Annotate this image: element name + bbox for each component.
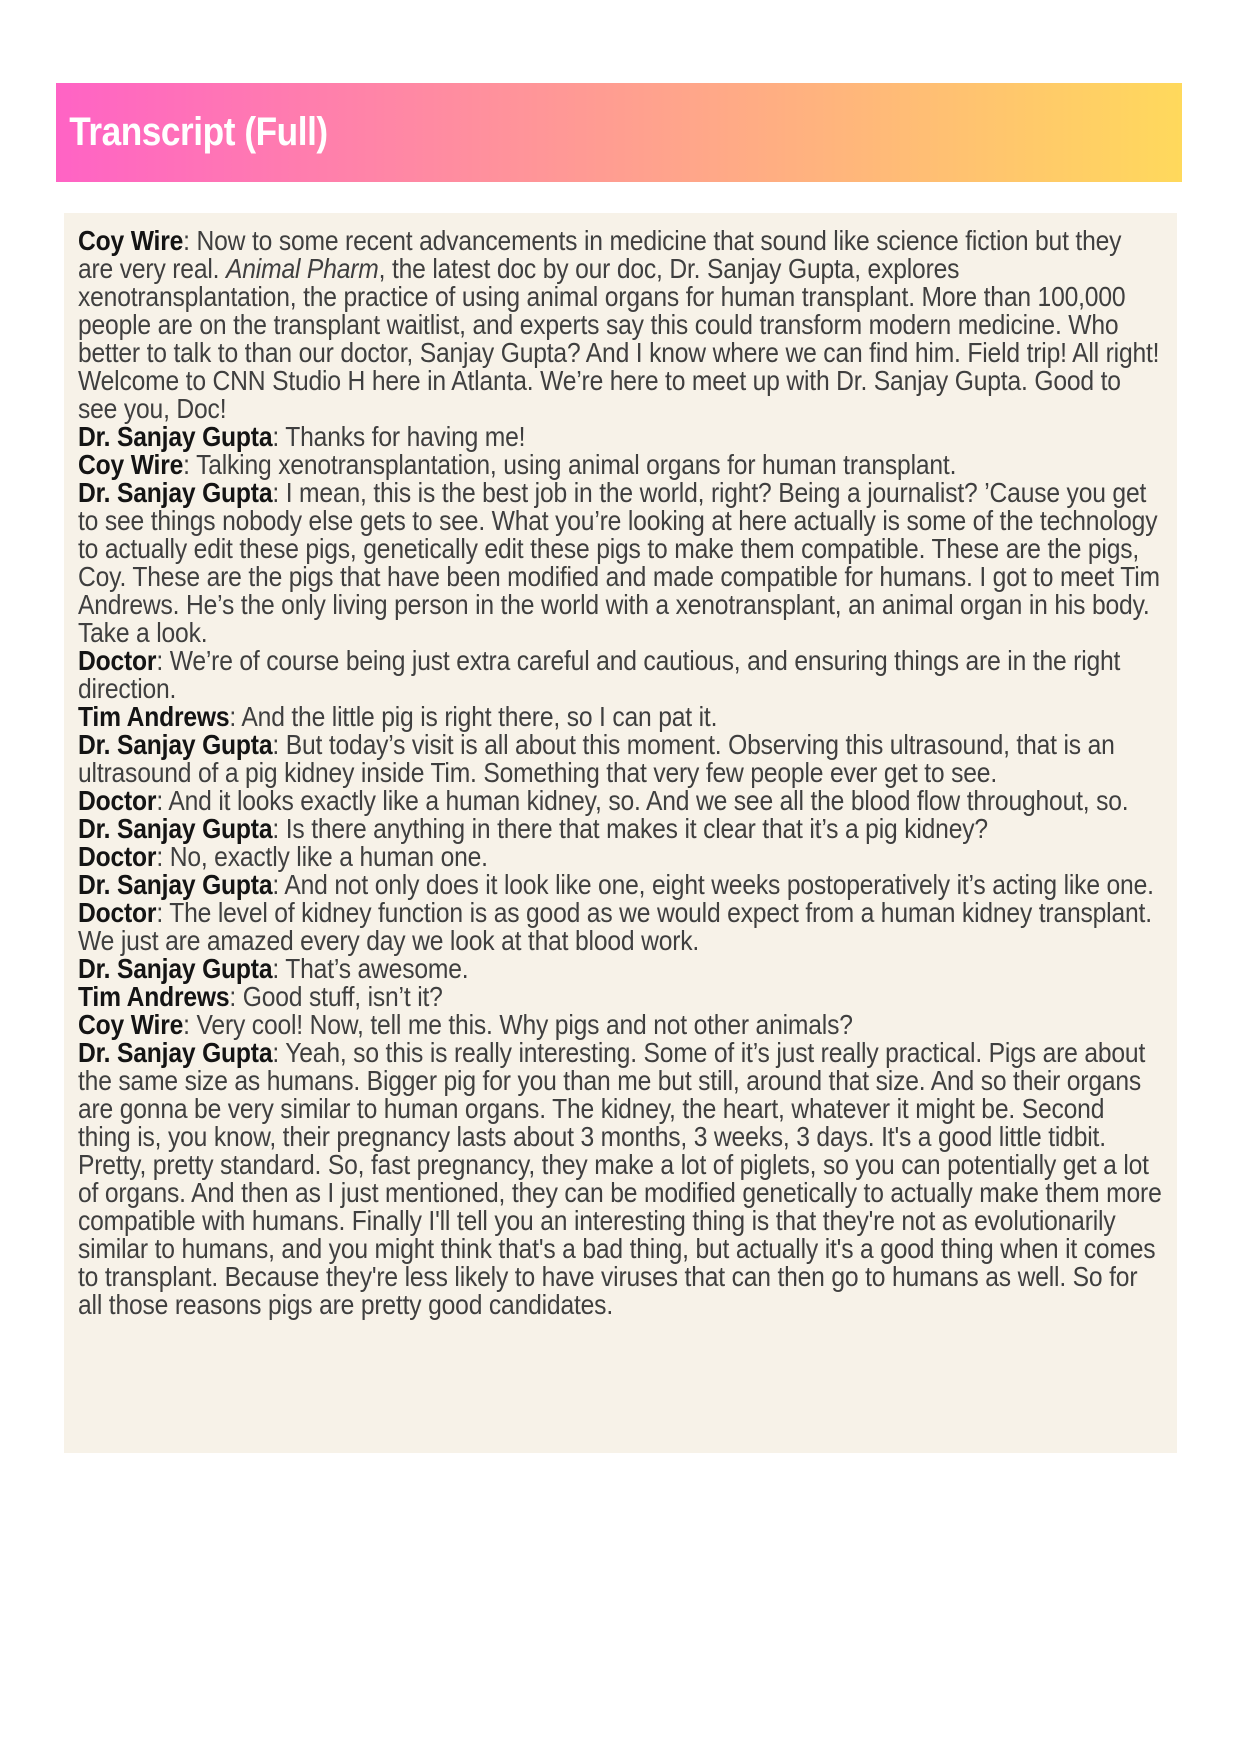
speaker-name: Doctor xyxy=(78,785,157,816)
speaker-name: Coy Wire xyxy=(78,449,184,480)
speaker-name: Coy Wire xyxy=(78,1009,184,1040)
speaker-name: Dr. Sanjay Gupta xyxy=(78,953,273,984)
transcript-entry: Doctor: We’re of course being just extra careful and cautious, and ensuring things are in the right direction. xyxy=(78,645,1121,704)
speaker-name: Dr. Sanjay Gupta xyxy=(78,813,273,844)
transcript-entry: Coy Wire: Talking xenotransplantation, using animal organs for human transplant. xyxy=(78,449,957,480)
speaker-name: Coy Wire xyxy=(78,225,184,256)
transcript xyxy=(78,227,1162,1319)
transcript-entry: Dr. Sanjay Gupta: Is there anything in there that makes it clear that it’s a pig kidney? xyxy=(78,813,988,844)
transcript-entry: Tim Andrews: And the little pig is right there, so I can pat it. xyxy=(78,701,718,732)
transcript-entry: Dr. Sanjay Gupta: That’s awesome. xyxy=(78,953,469,984)
page-title: Transcript (Full) xyxy=(69,110,328,154)
transcript-entry: Coy Wire: Very cool! Now, tell me this. Why pigs and not other animals? xyxy=(78,1009,853,1040)
transcript-entry: Dr. Sanjay Gupta: But today’s visit is all about this moment. Observing this ultrasound, that is an ultrasound of a pig kidney inside Tim. Something that very few people ever get to see. xyxy=(78,729,1115,788)
speaker-name: Dr. Sanjay Gupta xyxy=(78,729,273,760)
speaker-name: Doctor xyxy=(78,645,157,676)
transcript-entry: Doctor: And it looks exactly like a human kidney, so. And we see all the blood flow throughout, so. xyxy=(78,785,1129,816)
transcript-entry: Tim Andrews: Good stuff, isn’t it? xyxy=(78,981,443,1012)
transcript-entry: Doctor: The level of kidney function is as good as we would expect from a human kidney transplant. We just are amazed every day we look at that blood work. xyxy=(78,897,1152,956)
header-banner xyxy=(56,83,1182,182)
speaker-name: Doctor xyxy=(78,897,157,928)
transcript-entry: Dr. Sanjay Gupta: Yeah, so this is really interesting. Some of it’s just really practical. Pigs are about the same size as humans. Bigger pig for you than me but still, around that size. And so their organs are gonna be very similar to human organs. The kidney, the heart, whatever it might be. Second thing is, you know, their pregnancy lasts about 3 months, 3 weeks, 3 days. It's a good little tidbit. Pretty, pretty standard. So, fast pregnancy, they make a lot of piglets, so you can potentially get a lot of organs. And then as I just mentioned, they can be modified genetically to actually make them more compatible with humans. Finally I'll tell you an interesting thing is that they're not as evolutionarily similar to humans, and you might think that's a bad thing, but actually it's a good thing when it comes to transplant. Because they're less likely to have viruses that can then go to humans as well. So for all those reasons pigs are pretty good candidates. xyxy=(78,1037,1162,1320)
italic-text: Animal Pharm xyxy=(226,253,379,284)
speaker-name: Dr. Sanjay Gupta xyxy=(78,477,273,508)
transcript-entry: Coy Wire: Now to some recent advancements in medicine that sound like science fiction but they are very real. Animal Pharm, the latest doc by our doc, Dr. Sanjay Gupta, explores xenotransplantation, the practice of using animal organs for human transplant. More than 100,000 people are on the transplant waitlist, and experts say this could transform modern medicine. Who better to talk to than our doctor, Sanjay Gupta? And I know where we can find him. Field trip! All right! Welcome to CNN Studio H here in Atlanta. We’re here to meet up with Dr. Sanjay Gupta. Good to see you, Doc! xyxy=(78,225,1160,424)
transcript-entry: Dr. Sanjay Gupta: I mean, this is the best job in the world, right? Being a journalist? ’Cause you get to see things nobody else gets to see. What you’re looking at here actually is some of the technology to actually edit these pigs, genetically edit these pigs to make them compatible. These are the pigs, Coy. These are the pigs that have been modified and made compatible for humans. I got to meet Tim Andrews. He’s the only living person in the world with a xenotransplant, an animal organ in his body. Take a look. xyxy=(78,477,1160,648)
speaker-name: Tim Andrews xyxy=(78,981,230,1012)
transcript-entry: Dr. Sanjay Gupta: And not only does it look like one, eight weeks postoperatively it’s acting like one. xyxy=(78,869,1154,900)
speaker-name: Doctor xyxy=(78,841,157,872)
transcript-panel xyxy=(64,213,1177,1453)
speaker-name: Dr. Sanjay Gupta xyxy=(78,869,273,900)
speaker-name: Tim Andrews xyxy=(78,701,230,732)
speaker-name: Dr. Sanjay Gupta xyxy=(78,1037,273,1068)
transcript-entry: Dr. Sanjay Gupta: Thanks for having me! xyxy=(78,421,526,452)
speaker-name: Dr. Sanjay Gupta xyxy=(78,421,273,452)
transcript-entry: Doctor: No, exactly like a human one. xyxy=(78,841,488,872)
